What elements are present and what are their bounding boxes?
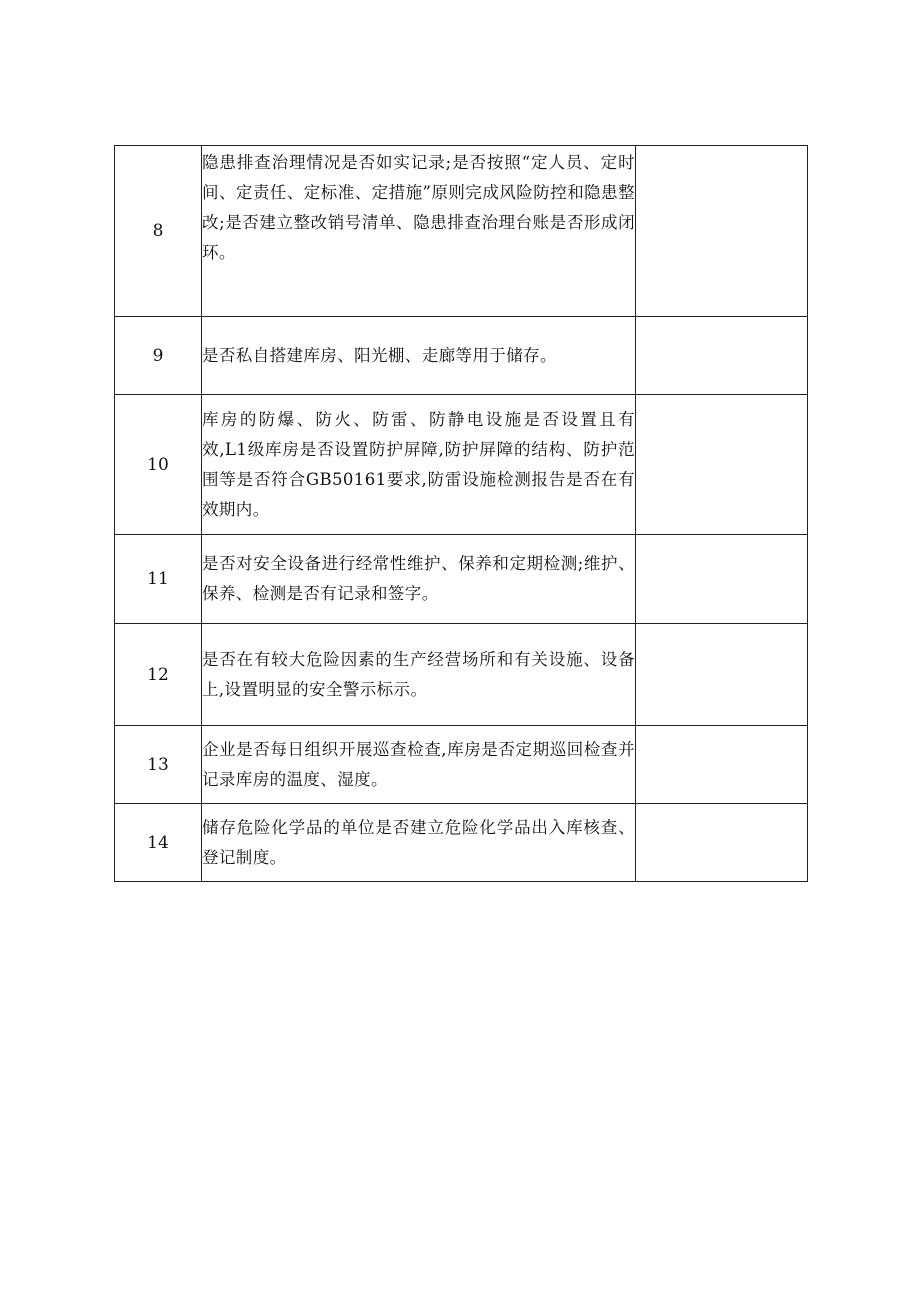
- result-cell: [636, 146, 808, 317]
- row-number: 11: [115, 535, 202, 624]
- inspection-item-text: 企业是否每日组织开展巡查检查,库房是否定期巡回检查并记录库房的温度、湿度。: [202, 726, 636, 804]
- inspection-item-text: 是否私自搭建库房、阳光棚、走廊等用于储存。: [202, 317, 636, 395]
- row-number: 9: [115, 317, 202, 395]
- table-row: [115, 624, 808, 726]
- result-cell: [636, 395, 808, 535]
- result-cell: [636, 624, 808, 726]
- row-number: 8: [115, 146, 202, 317]
- result-cell: [636, 726, 808, 804]
- table-row: [115, 804, 808, 882]
- result-cell: [636, 317, 808, 395]
- inspection-item-text: 是否对安全设备进行经常性维护、保养和定期检测;维护、保养、检测是否有记录和签字。: [202, 535, 636, 624]
- row-number: 10: [115, 395, 202, 535]
- table-row: [115, 726, 808, 804]
- row-number: 13: [115, 726, 202, 804]
- inspection-item-text: 库房的防爆、防火、防雷、防静电设施是否设置且有效,L1级库房是否设置防护屏障,防护屏障的结构、防护范围等是否符合GB50161要求,防雷设施检测报告是否在有效期内。: [202, 395, 636, 535]
- row-number: 14: [115, 804, 202, 882]
- row-number: 12: [115, 624, 202, 726]
- inspection-item-text: 是否在有较大危险因素的生产经营场所和有关设施、设备上,设置明显的安全警示标示。: [202, 624, 636, 726]
- table-row: [115, 395, 808, 535]
- result-cell: [636, 804, 808, 882]
- table-row: [115, 535, 808, 624]
- result-cell: [636, 535, 808, 624]
- inspection-checklist-table: [114, 145, 808, 882]
- inspection-item-text: 隐患排查治理情况是否如实记录;是否按照“定人员、定时间、定责任、定标准、定措施”原则完成风险防控和隐患整改;是否建立整改销号清单、隐患排查治理台账是否形成闭环。: [202, 146, 636, 317]
- table-row: [115, 317, 808, 395]
- table-row: [115, 146, 808, 317]
- inspection-item-text: 储存危险化学品的单位是否建立危险化学品出入库核查、登记制度。: [202, 804, 636, 882]
